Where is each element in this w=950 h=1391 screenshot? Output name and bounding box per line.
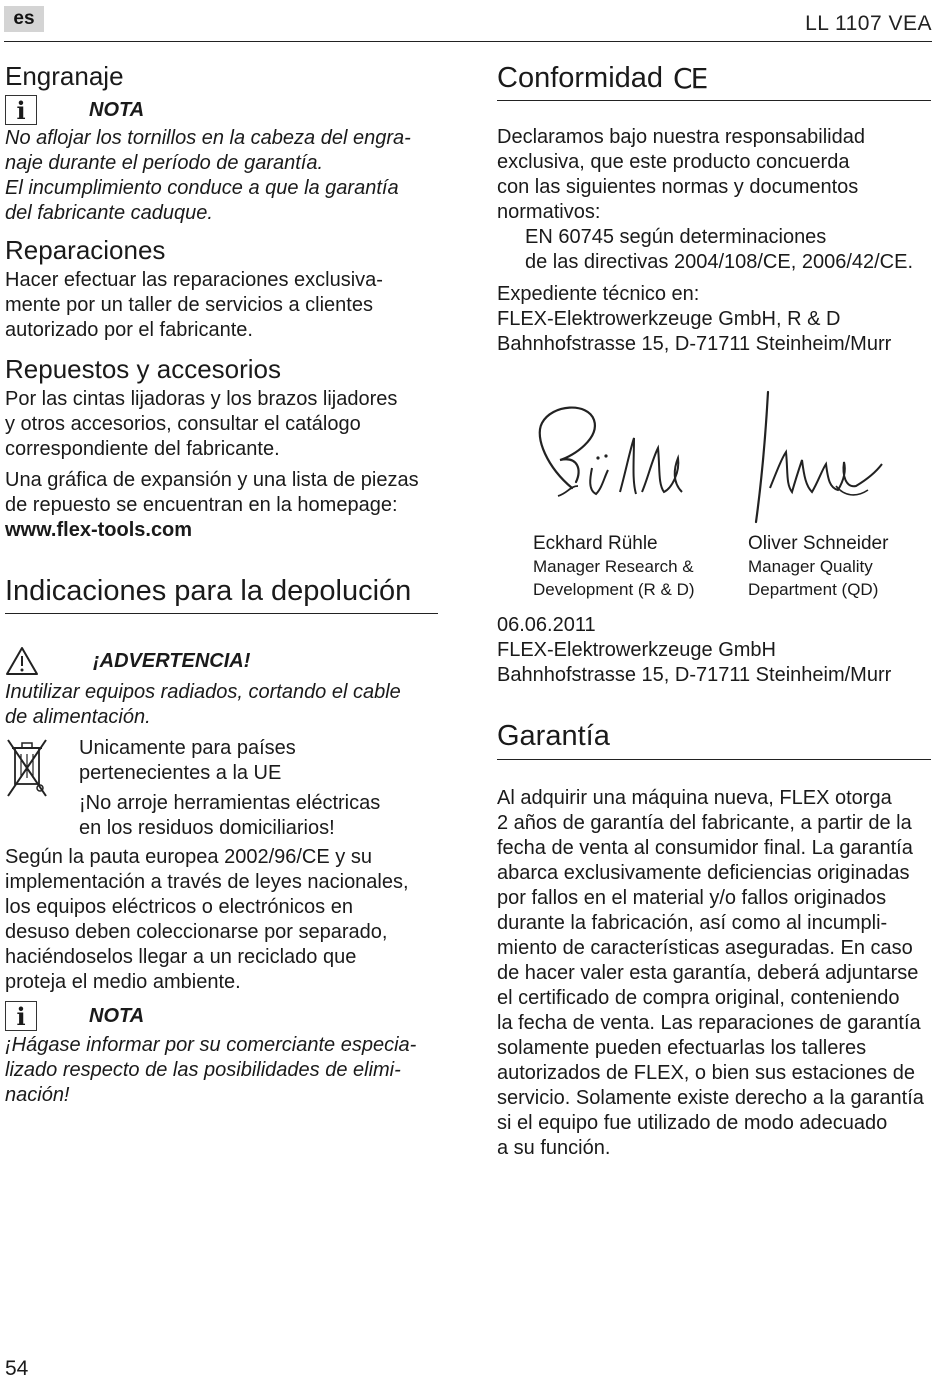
- note-label: NOTA: [89, 1004, 145, 1027]
- ce-mark-icon: CE: [673, 61, 707, 95]
- signature-date: 06.06.2011: [497, 614, 596, 636]
- repuestos-title: Repuestos y accesorios: [5, 354, 282, 384]
- signer-role: Development (R & D): [533, 580, 695, 599]
- page-number: 54: [5, 1357, 29, 1380]
- eu-disposal-block: [5, 736, 445, 841]
- model-number: LL 1107 VEA: [805, 12, 932, 35]
- note-label: NOTA: [89, 98, 145, 121]
- disposal-note-text: ¡Hágase informar por su comerciante especia- lizado respecto de las posibilidades de elimi- nación!: [5, 1034, 417, 1106]
- language-tab: es: [4, 6, 44, 32]
- header-rule: [4, 41, 932, 42]
- warning-label: ¡ADVERTENCIA!: [93, 649, 251, 672]
- engranaje-note-text: No aflojar los tornillos en la cabeza del engra- naje durante el período de garantía. El incumplimiento conduce a que la garantía del fabricante caduque.: [5, 127, 411, 224]
- info-icon: i: [5, 95, 37, 125]
- warning-row: [5, 644, 445, 678]
- garantia-title: Garantía: [497, 720, 610, 752]
- signer-role: Manager Research &: [533, 557, 694, 576]
- eu-disposal-text: Unicamente para países pertenecientes a la UE ¡No arroje herramientas eléctricas en los residuos domiciliarios!: [79, 737, 381, 839]
- depolucion-title: Indicaciones para la depolución: [5, 575, 412, 607]
- reparaciones-text: Hacer efectuar las reparaciones exclusiva- mente por un taller de servicios a clientes autorizado por el fabricante.: [5, 269, 383, 341]
- engranaje-note: [5, 95, 445, 125]
- disposal-body: Según la pauta europea 2002/96/CE y su implementación a través de leyes nacionales, los equipos eléctricos o electrónicos en desuso deben coleccionarse por separado, haciéndoselos llegar a un reciclado que proteja el medio ambiente.: [5, 846, 409, 993]
- signature-date-block: [497, 613, 934, 688]
- reparaciones-title: Reparaciones: [5, 235, 166, 265]
- signer-name: Oliver Schneider: [748, 533, 889, 554]
- signer-role: Department (QD): [748, 580, 879, 599]
- signer-schneider: [748, 532, 888, 601]
- signature-ruhle: [530, 398, 700, 508]
- engranaje-title: Engranaje: [5, 61, 124, 91]
- homepage-link[interactable]: www.flex-tools.com: [5, 519, 193, 541]
- warning-text: Inutilizar equipos radiados, cortando el cable de alimentación.: [5, 681, 401, 728]
- info-icon: i: [5, 1001, 37, 1031]
- conformidad-heading: [497, 60, 934, 96]
- signature-schneider: [748, 388, 898, 528]
- signer-role: Manager Quality: [748, 557, 873, 576]
- garantia-text: Al adquirir una máquina nueva, FLEX otorga 2 años de garantía del fabricante, a partir de la fecha de venta al consumidor final. La garantía abarca exclusivamente deficiencias originadas por fallos en el material y/o fallos originados durante la fabricación, así como al incumpli- miento de características aseguradas. En caso de hacer valer esta garantía, deberá adjuntarse el certificado de compra original, conteniendo la fecha de venta. Las reparaciones de garantía solamente pueden efectuarlas los talleres autorizados de FLEX, o bien sus estaciones de servicio. Solamente existe derecho a la garantía si el equipo fue utilizado de modo adecuado a su función.: [497, 787, 924, 1159]
- depolucion-rule: [5, 613, 438, 614]
- garantia-rule: [497, 759, 931, 760]
- conformidad-intro: Declaramos bajo nuestra responsabilidad exclusiva, que este producto concuerda con las siguientes normas y documentos normativos:: [497, 126, 865, 223]
- left-column: [5, 60, 445, 1108]
- warning-triangle-icon: [5, 646, 39, 676]
- right-column-lower: [497, 613, 934, 1161]
- conformidad-standards: EN 60745 según determinaciones de las directivas 2004/108/CE, 2006/42/CE.: [525, 226, 914, 273]
- right-column: [497, 60, 934, 357]
- signature-company: FLEX-Elektrowerkzeuge GmbH: [497, 639, 776, 661]
- repuestos-text: Por las cintas lijadoras y los brazos lijadores y otros accesorios, consultar el catálogo correspondiente del fabricante.: [5, 388, 398, 460]
- conformidad-rule: [497, 100, 931, 101]
- signer-name: Eckhard Rühle: [533, 533, 658, 554]
- conformidad-title: Conformidad: [497, 62, 664, 94]
- disposal-note: [5, 1001, 445, 1031]
- crossed-bin-icon: [5, 736, 49, 800]
- repuestos-homepage-text: Una gráfica de expansión y una lista de piezas de repuesto se encuentran en la homepage: www.flex-tools.com: [5, 468, 445, 543]
- technical-file: Expediente técnico en: FLEX-Elektrowerkzeuge GmbH, R & D Bahnhofstrasse 15, D-71711 Steinheim/Murr: [497, 283, 892, 355]
- signature-address: Bahnhofstrasse 15, D-71711 Steinheim/Murr: [497, 664, 892, 686]
- signer-ruhle: [533, 532, 695, 601]
